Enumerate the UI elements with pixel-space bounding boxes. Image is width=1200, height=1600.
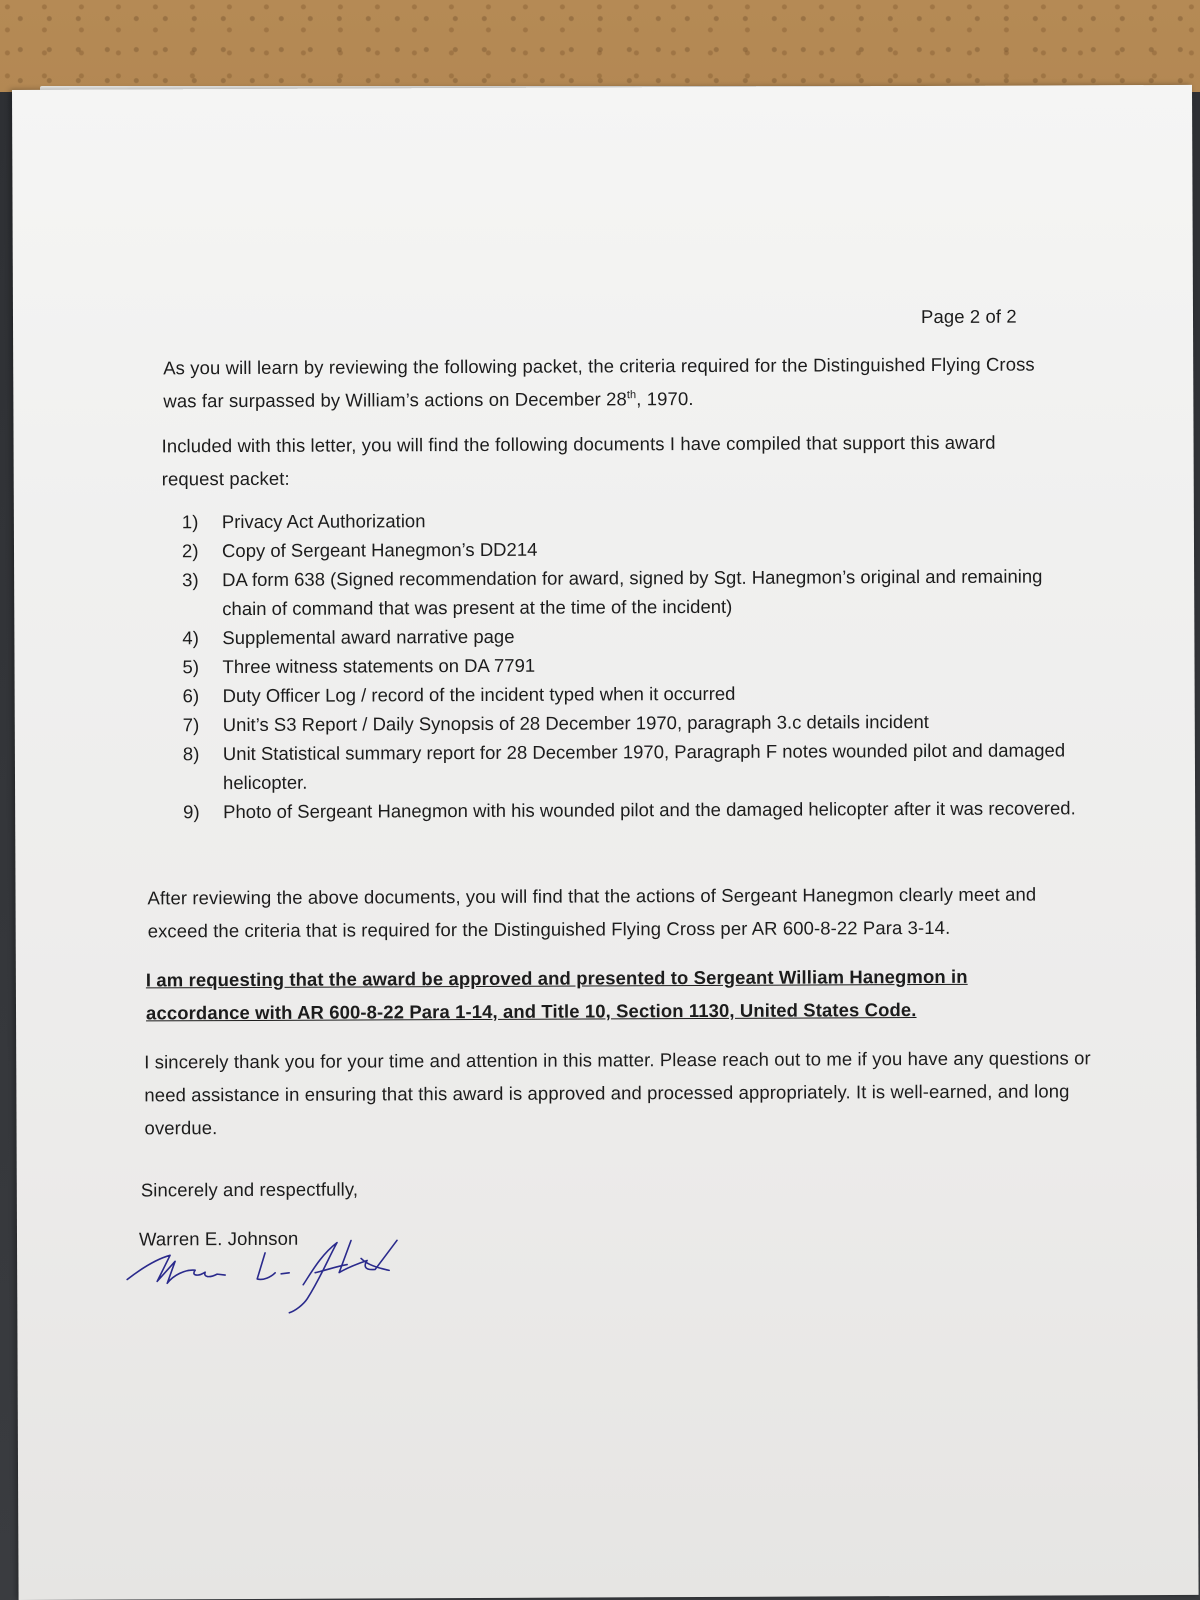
enclosure-number: 2) [181, 540, 199, 562]
enclosure-number: 3) [182, 569, 199, 591]
enclosure-number: 6) [182, 685, 200, 707]
enclosure-text: Three witness statements on DA 7791 [222, 654, 536, 678]
enclosure-item [183, 677, 1083, 710]
enclosure-number: 5) [182, 656, 200, 678]
enclosure-number: 1) [181, 511, 199, 533]
enclosure-item [182, 619, 1082, 652]
enclosure-text: DA form 638 (Signed recommendation for award, signed by Sgt. Hanegmon’s original and remaining chain of command that was present at the time of the incident) [222, 565, 1043, 620]
enclosure-item [182, 561, 1082, 623]
summary-paragraph: After reviewing the above documents, you will find that the actions of Sergeant Hanegmon clearly meet and exceed the criteria that is required for the Distinguished Flying Cross per AR 600-8-22 Para 3-14. [147, 883, 1037, 942]
enclosure-item [183, 706, 1083, 739]
enclosure-text: Unit Statistical summary report for 28 December 1970, Paragraph F notes wounded pilot and damaged helicopter. [222, 739, 1066, 794]
intro-superscript: th [626, 389, 637, 402]
enclosure-text: Unit’s S3 Report / Daily Synopsis of 28 December 1970, paragraph 3.c details incident [222, 711, 929, 736]
enclosure-number: 8) [182, 743, 200, 765]
intro-text: As you will learn by reviewing the following packet, the criteria required for the Distinguished Flying Cross was far surpassed by William’s actions on December 28 [163, 353, 1035, 412]
award-request-paragraph: I am requesting that the award be approved and presented to Sergeant William Hanegmon in accordance with AR 600-8-22 Para 1-14, and Title 10, Section 1130, United States Code. [145, 965, 968, 1024]
thanks-paragraph: I sincerely thank you for your time and attention in this matter. Please reach out to me if you have any questions or need assistance in ensuring that this award is approved and processed appropriately. It is well-earned, and long overdue. [144, 1047, 1091, 1139]
page-number: Page 2 of 2 [920, 305, 1017, 328]
enclosure-item [183, 735, 1083, 797]
letter-page [12, 85, 1199, 1600]
intro-text-end: , 1970. [636, 388, 694, 410]
enclosure-text: Copy of Sergeant Hanegmon’s DD214 [221, 538, 538, 562]
enclosures-intro-paragraph: Included with this letter, you will find the following documents I have compiled that support this award request packet: [161, 431, 996, 490]
enclosure-number: 9) [183, 801, 200, 823]
enclosure-text: Duty Officer Log / record of the incident typed when it occurred [222, 682, 736, 707]
enclosure-item [182, 503, 1082, 536]
enclosure-number: 4) [182, 627, 199, 649]
enclosure-text: Photo of Sergeant Hanegmon with his wounded pilot and the damaged helicopter after it was recovered. [223, 797, 1076, 823]
enclosure-item [182, 648, 1082, 681]
handwritten-signature [125, 1236, 415, 1317]
intro-paragraph [163, 348, 1043, 418]
enclosure-text: Privacy Act Authorization [221, 510, 426, 533]
closing-line: Sincerely and respectfully, [140, 1178, 359, 1201]
enclosure-number: 7) [182, 714, 200, 736]
enclosure-item [183, 793, 1083, 826]
enclosures-list [182, 503, 1083, 826]
signer-name: Warren E. Johnson [138, 1227, 299, 1250]
enclosure-text: Supplemental award narrative page [222, 625, 515, 649]
enclosure-item [182, 532, 1082, 565]
